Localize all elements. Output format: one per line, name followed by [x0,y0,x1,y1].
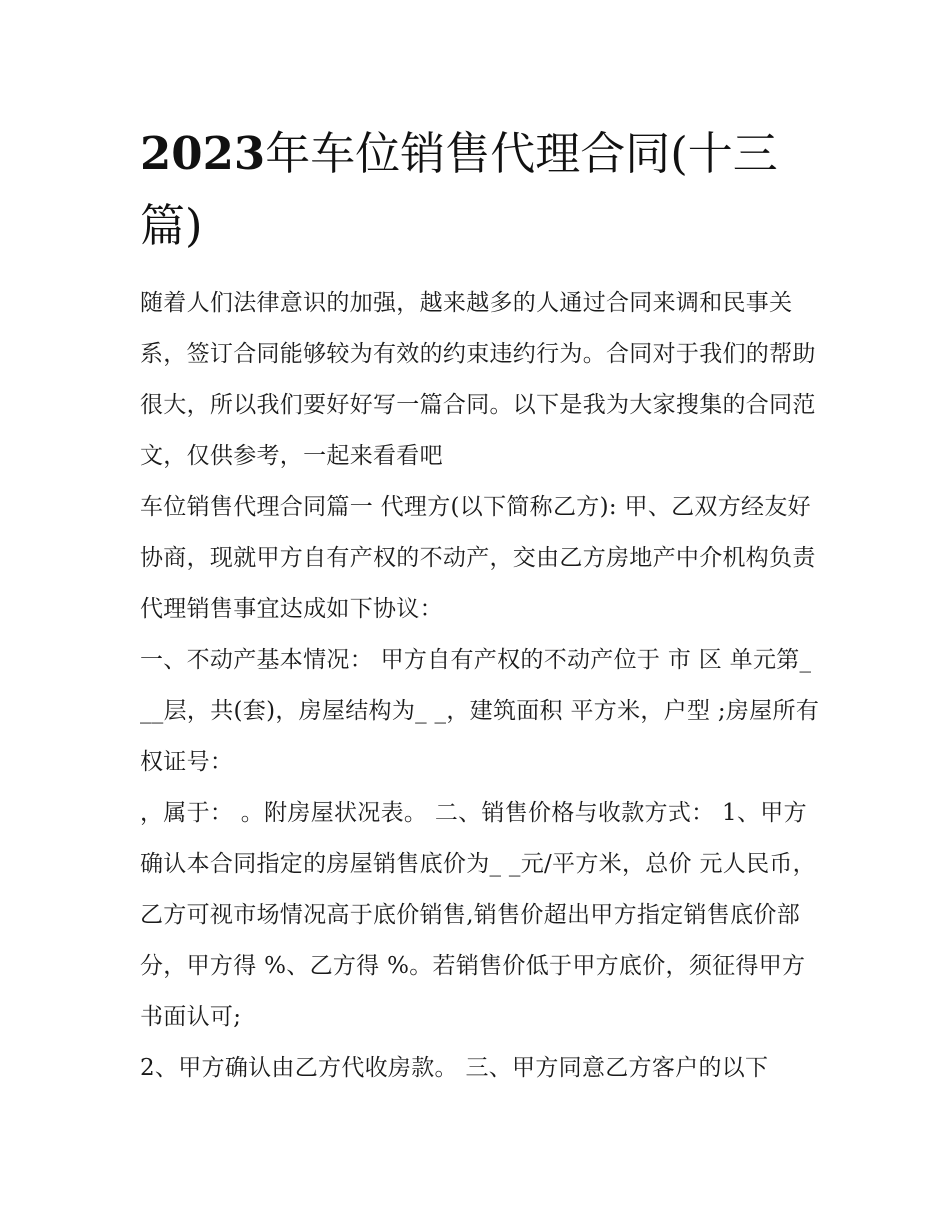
title-text: 年车位销售代理合同(十三篇) [140,127,778,252]
property-info-paragraph: 一、不动产基本情况： 甲方自有产权的不动产位于 市 区 单元第___层，共(套)，房屋结构为_ _，建筑面积 平方米，户型 ;房屋所有权证号： [140,647,820,775]
document-title [140,118,820,262]
price-payment-paragraph: ，属于： 。附房屋状况表。 二、销售价格与收款方式： 1、甲方确认本合同指定的房屋销售底价为_ _元/平方米，总价 元人民币，乙方可视市场情况高于底价销售,销售价超出甲方指定销售底价部分，甲方得 %、乙方得 %。若销售价低于甲方底价，须征得甲方书面认可; [140,800,816,1030]
collection-paragraph: 2、甲方确认由乙方代收房款。 三、甲方同意乙方客户的以下 [140,1055,769,1081]
title-year: 2023 [140,127,266,180]
contract-opening-paragraph: 车位销售代理合同篇一 代理方(以下简称乙方): 甲、乙双方经友好协商，现就甲方自有产权的不动产，交由乙方房地产中介机构负责代理销售事宜达成如下协议： [140,494,816,622]
intro-paragraph: 随着人们法律意识的加强，越来越多的人通过合同来调和民事关系，签订合同能够较为有效的约束违约行为。合同对于我们的帮助很大，所以我们要好好写一篇合同。以下是我为大家搜集的合同范文，仅供参考，一起来看看吧 [140,290,816,469]
document-body [140,278,820,1094]
